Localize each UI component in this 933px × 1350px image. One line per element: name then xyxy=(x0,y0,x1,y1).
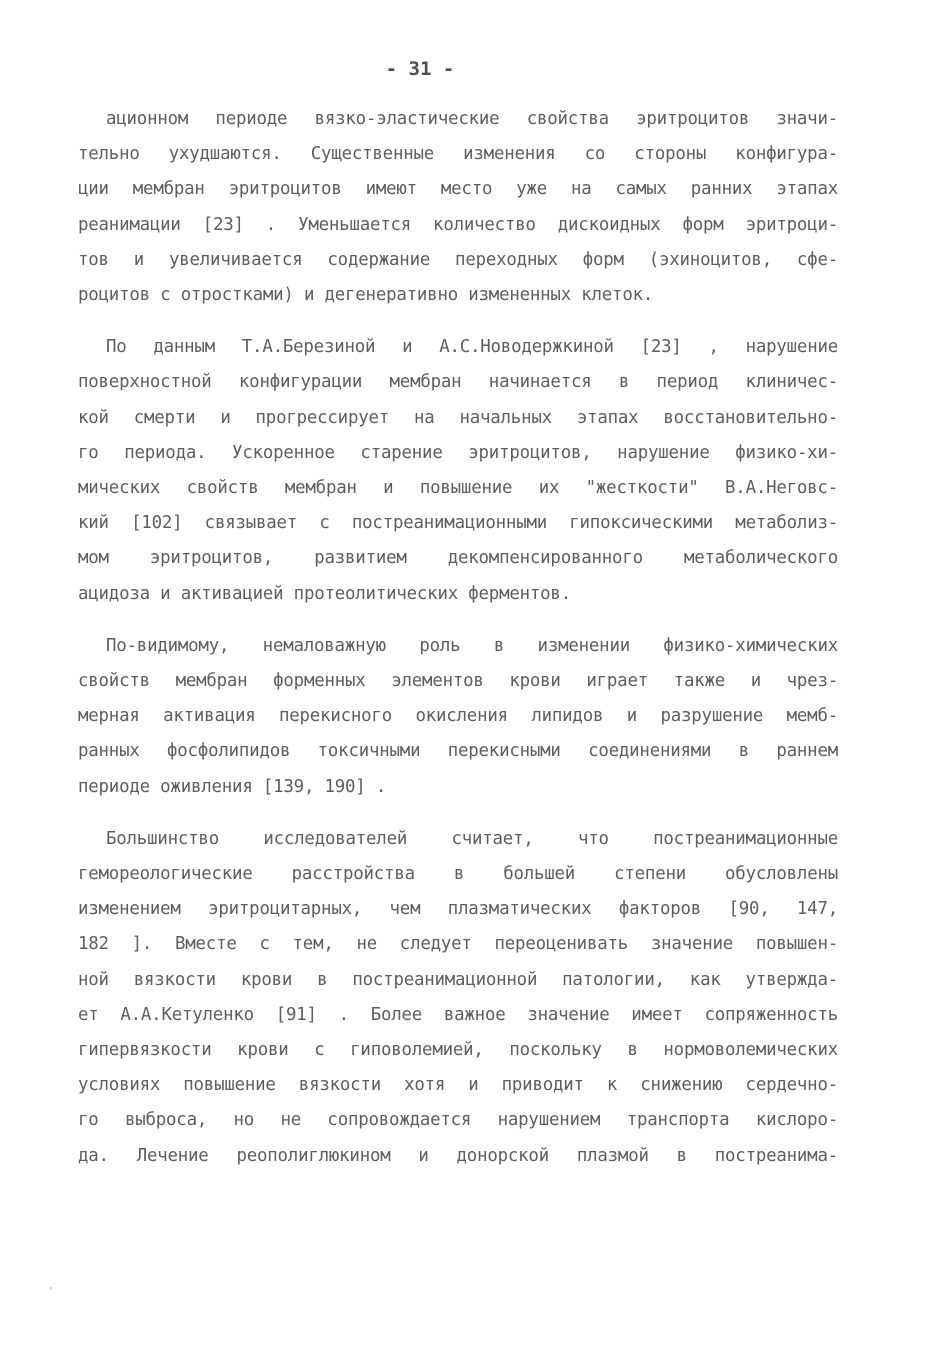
paragraph-3 xyxy=(78,629,838,805)
text-line: поверхностной конфигурации мембран начинается в период клиничес- xyxy=(78,372,838,393)
text-line: ной вязкости крови в постреанимационной патологии, как утвержда- xyxy=(78,969,838,990)
text-line: изменением эритроцитарных, чем плазматических факторов [90, 147, xyxy=(78,899,838,920)
text-line: кий [102] связывает с постреанимационными гипоксическими метаболиз- xyxy=(78,513,838,534)
text-line: тов и увеличивается содержание переходных форм (эхиноцитов, сфе- xyxy=(78,249,838,270)
text-line: го периода. Ускоренное старение эритроцитов, нарушение физико-хи- xyxy=(78,442,838,463)
text-line: свойств мембран форменных элементов крови играет также и чрез- xyxy=(78,671,838,692)
paragraph-1 xyxy=(78,102,838,313)
text-line: ет А.А.Кетуленко [91] . Более важное значение имеет сопряженность xyxy=(78,1004,838,1025)
paragraph-4 xyxy=(78,822,838,1174)
text-line: условиях повышение вязкости хотя и приводит к снижению сердечно- xyxy=(78,1075,838,1096)
text-line: роцитов с отростками) и дегенеративно измененных клеток. xyxy=(78,285,654,306)
text-line: По-видимому, немаловажную роль в изменении физико-химических xyxy=(106,635,838,656)
text-line: периоде оживления [139, 190] . xyxy=(78,776,387,797)
text-line: тельно ухудшаются. Существенные изменения со стороны конфигура- xyxy=(78,144,838,165)
text-line: го выброса, но не сопровождается нарушением транспорта кислоро- xyxy=(78,1110,838,1131)
text-line: гемореологические расстройства в большей степени обусловлены xyxy=(78,864,838,885)
text-line: ции мембран эритроцитов имеют место уже на самых ранних этапах xyxy=(78,179,838,200)
text-line: мических свойств мембран и повышение их "жесткости" В.А.Неговс- xyxy=(78,478,838,499)
text-line: реанимации [23] . Уменьшается количество дискоидных форм эритроци- xyxy=(78,214,838,235)
text-line: мерная активация перекисного окисления липидов и разрушение мемб- xyxy=(78,706,838,727)
body-text xyxy=(78,102,838,1191)
page-number: - 31 - xyxy=(385,58,455,80)
text-line: гипервязкости крови с гиповолемией, поскольку в нормоволемических xyxy=(78,1040,838,1061)
text-line: ацидоза и активацией протеолитических ферментов. xyxy=(78,583,571,604)
text-line: Большинство исследователей считает, что постреанимационные xyxy=(106,828,838,849)
text-line: По данным Т.А.Березиной и А.С.Новодержкиной [23] , нарушение xyxy=(106,337,838,358)
text-line: ационном периоде вязко-эластические свойства эритроцитов значи- xyxy=(106,109,838,129)
paragraph-2 xyxy=(78,330,838,612)
text-line: 182 ]. Вместе с тем, не следует переоценивать значение повышен- xyxy=(78,934,838,955)
text-line: ранных фосфолипидов токсичными перекисными соединениями в раннем xyxy=(78,741,838,762)
text-line: кой смерти и прогрессирует на начальных этапах восстановительно- xyxy=(78,407,838,428)
margin-mark: ' xyxy=(48,1286,55,1297)
text-line: да. Лечение реополиглюкином и донорской плазмой в постреанима- xyxy=(78,1145,838,1166)
text-line: мом эритроцитов, развитием декомпенсированного метаболического xyxy=(78,548,838,569)
